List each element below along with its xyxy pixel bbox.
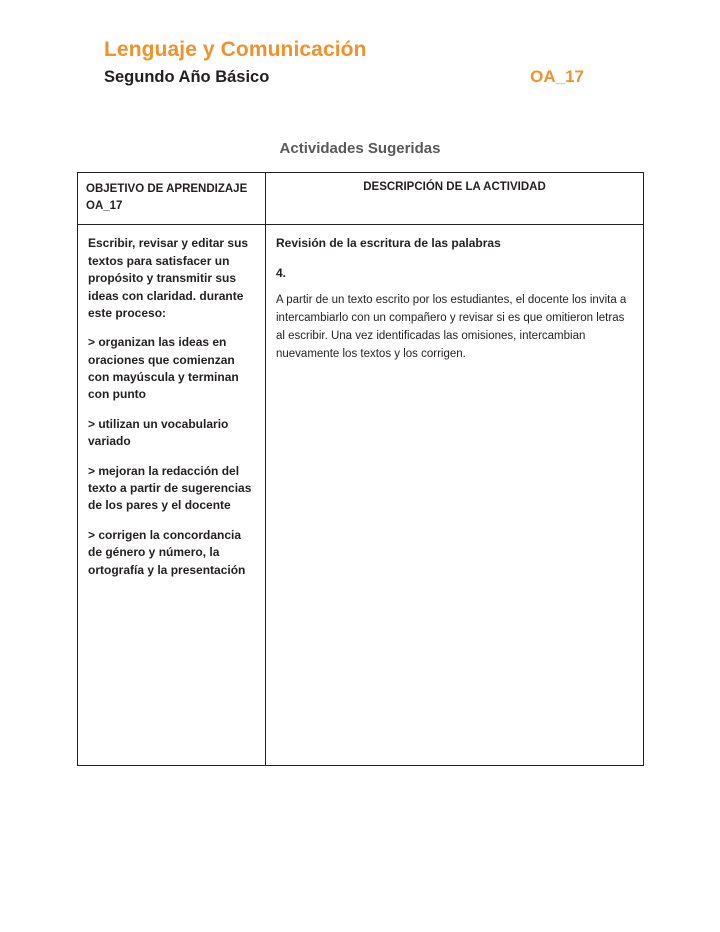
table-header-cell-objective (78, 173, 266, 225)
activity-number: 4. (276, 266, 287, 281)
table-header-cell-description (266, 173, 644, 225)
page-title: Actividades Sugeridas (279, 140, 441, 157)
objective-bullet-1: > organizan las ideas en oraciones que comienzan con mayúscula y terminan con punto (88, 335, 239, 402)
activities-table (77, 172, 644, 766)
table-cell-description (266, 225, 644, 766)
activity-title: Revisión de la escritura de las palabras (276, 236, 501, 251)
column-header-description: DESCRIPCIÓN DE LA ACTIVIDAD (363, 181, 546, 193)
activity-content (266, 225, 643, 373)
grade-level: Segundo Año Básico (104, 68, 270, 87)
objective-bullet-2: > utilizan un vocabulario variado (88, 416, 229, 449)
header-row-secondary (104, 67, 644, 87)
subject-title: Lenguaje y Comunicación (104, 38, 367, 61)
objective-bullet-3: > mejoran la redacción del texto a partir de sugerencias de los pares y el docente (88, 463, 252, 513)
column-header-objective: OBJETIVO DE APRENDIZAJE OA_17 (86, 183, 248, 212)
objective-code: OA_17 (530, 67, 584, 87)
objective-bullet-4: > corrigen la concordancia de género y número, la ortografía y la presentación (88, 527, 246, 577)
table-header-row (78, 173, 644, 225)
table-cell-objective (78, 225, 266, 766)
activity-body: A partir de un texto escrito por los estudiantes, el docente los invita a intercambiarlo con un compañero y revisar si es que omitieron letras al escribir. Una vez identificadas las omisiones, intercambian nuevamente los textos y los corrigen. (276, 294, 627, 360)
objective-intro: Escribir, revisar y editar sus textos para satisfacer un propósito y transmitir sus ideas con claridad. durante este proceso: (88, 236, 249, 320)
objective-content (78, 225, 265, 765)
document-header (104, 38, 644, 87)
table-row (78, 225, 644, 766)
